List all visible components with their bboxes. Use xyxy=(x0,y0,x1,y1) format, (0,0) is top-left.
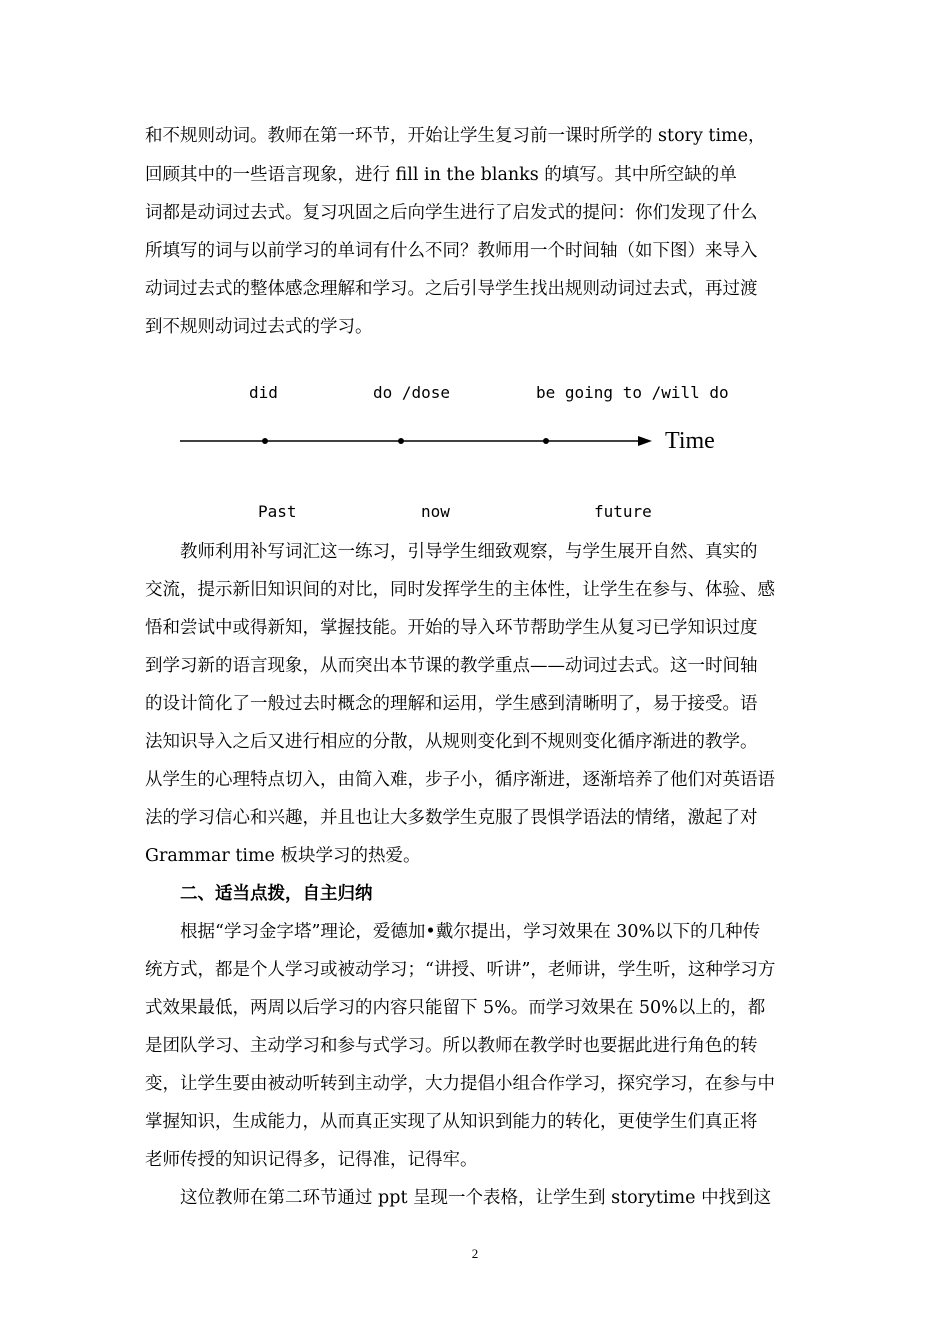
text-line: 是团队学习、主动学习和参与式学习。所以教师在教学时也要据此进行角色的转 xyxy=(145,1036,758,1056)
text-line: 的设计简化了一般过去时概念的理解和运用，学生感到清晰明了，易于接受。语 xyxy=(145,694,758,714)
section-heading: 二、适当点拨，自主归纳 xyxy=(180,884,373,904)
text-line: 教师利用补写词汇这一练习，引导学生细致观察，与学生展开自然、真实的 xyxy=(180,542,758,562)
text-line: 根据“学习金字塔”理论，爱德加•戴尔提出，学习效果在 30%以下的几种传 xyxy=(180,922,761,942)
text-line: 到学习新的语言现象，从而突出本节课的教学重点——动词过去式。这一时间轴 xyxy=(145,656,758,676)
text-line: 到不规则动词过去式的学习。 xyxy=(145,317,373,337)
timeline-label-past-form: did xyxy=(249,383,278,402)
timeline-point-now xyxy=(398,438,404,444)
text-line: Grammar time 板块学习的热爱。 xyxy=(145,846,421,866)
text-line: 这位教师在第二环节通过 ppt 呈现一个表格，让学生到 storytime 中找到这 xyxy=(180,1188,772,1208)
text-line: 回顾其中的一些语言现象，进行 fill in the blanks 的填写。其中所空缺的单 xyxy=(145,165,737,185)
timeline-label-now: now xyxy=(421,502,450,521)
text-line: 从学生的心理特点切入，由简入难，步子小，循序渐进，逐渐培养了他们对英语语 xyxy=(145,770,775,790)
page-number: 2 xyxy=(471,1246,479,1261)
text-line: 老师传授的知识记得多，记得准，记得牢。 xyxy=(145,1150,478,1170)
text-line: 动词过去式的整体感念理解和学习。之后引导学生找出规则动词过去式，再过渡 xyxy=(145,279,758,299)
text-line: 统方式，都是个人学习或被动学习；“讲授、听讲”，老师讲，学生听，这种学习方 xyxy=(145,960,776,980)
timeline-label-past: Past xyxy=(258,502,297,521)
text-line: 式效果最低，两周以后学习的内容只能留下 5%。而学习效果在 50%以上的，都 xyxy=(145,998,766,1018)
timeline-label-future: future xyxy=(594,502,652,521)
text-line: 和不规则动词。教师在第一环节，开始让学生复习前一课时所学的 story time， xyxy=(145,126,766,146)
text-line: 所填写的词与以前学习的单词有什么不同？教师用一个时间轴（如下图）来导入 xyxy=(145,241,758,261)
text-line: 交流，提示新旧知识间的对比，同时发挥学生的主体性，让学生在参与、体验、感 xyxy=(145,580,775,600)
text-line: 掌握知识，生成能力，从而真正实现了从知识到能力的转化，更使学生们真正将 xyxy=(145,1112,758,1132)
timeline-point-future xyxy=(543,438,549,444)
text-line: 变，让学生要由被动听转到主动学，大力提倡小组合作学习，探究学习，在参与中 xyxy=(145,1074,775,1094)
text-line: 词都是动词过去式。复习巩固之后向学生进行了启发式的提问：你们发现了什么 xyxy=(145,203,758,223)
text-line: 悟和尝试中或得新知，掌握技能。开始的导入环节帮助学生从复习已学知识过度 xyxy=(145,618,758,638)
text-line: 法知识导入之后又进行相应的分散，从规则变化到不规则变化循序渐进的教学。 xyxy=(145,732,758,752)
timeline-label-present-form: do /dose xyxy=(373,383,451,402)
timeline-axis-label: Time xyxy=(665,428,715,454)
timeline-label-future-form: be going to /will do xyxy=(536,383,729,402)
timeline-point-past xyxy=(262,438,268,444)
arrow-head-icon xyxy=(638,436,652,446)
text-line: 法的学习信心和兴趣，并且也让大多数学生克服了畏惧学语法的情绪，激起了对 xyxy=(145,808,758,828)
